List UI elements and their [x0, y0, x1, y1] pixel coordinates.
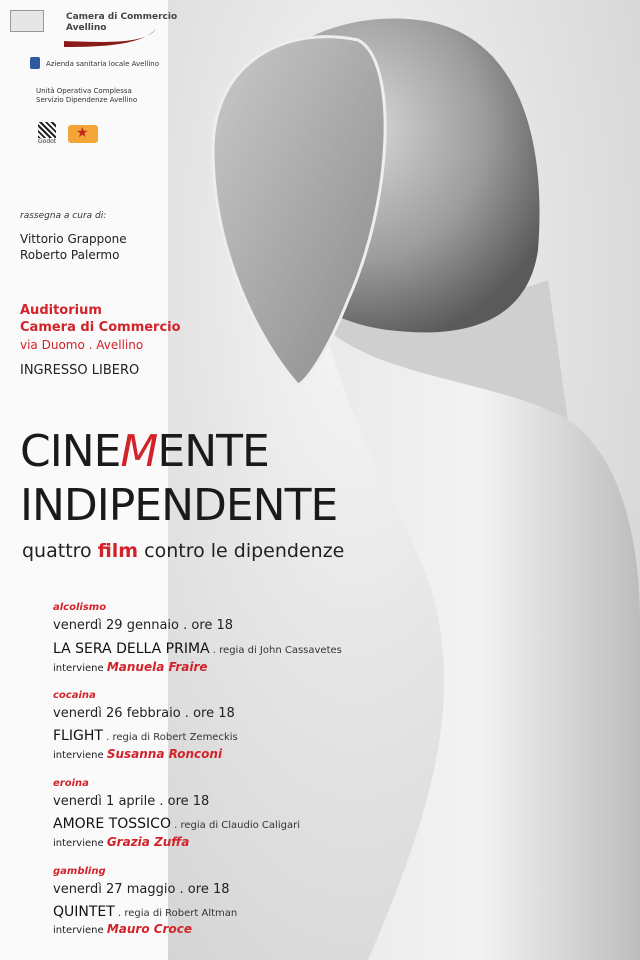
- event-category: gambling: [53, 866, 106, 877]
- guest-label: interviene: [53, 663, 107, 674]
- curator-name: Vittorio Grappone: [20, 232, 127, 246]
- guest-name: Grazia Zuffa: [106, 835, 190, 849]
- film-title: AMORE TOSSICO: [53, 816, 171, 832]
- asl-label: Azienda sanitaria locale Avellino: [46, 60, 160, 68]
- event-film: [53, 816, 300, 832]
- event-film: [53, 641, 342, 657]
- event-category: eroina: [53, 778, 89, 789]
- event-guest: [53, 922, 192, 936]
- event-date: venerdì 26 febbraio . ore 18: [53, 706, 235, 721]
- title-part1: CINE: [20, 426, 121, 477]
- venue-building: Camera di Commercio: [20, 320, 181, 335]
- chamber-name: Camera di Commercio: [66, 12, 178, 22]
- guest-name: Susanna Ronconi: [106, 747, 223, 761]
- film-director: . regia di Claudio Caligari: [170, 820, 300, 831]
- godot-logo-icon: [38, 122, 56, 138]
- subtitle-highlight: film: [97, 540, 139, 562]
- guest-label: interviene: [53, 750, 107, 761]
- guest-name: Manuela Fraire: [106, 660, 208, 674]
- film-director: . regia di Robert Altman: [114, 908, 238, 919]
- entry-info: INGRESSO LIBERO: [20, 363, 140, 378]
- film-director: . regia di John Cassavetes: [209, 645, 342, 656]
- film-title: FLIGHT: [53, 728, 103, 744]
- event-guest: [53, 747, 222, 761]
- curators-intro: rassegna a cura di:: [20, 211, 107, 221]
- event-film: [53, 904, 237, 920]
- event-guest: [53, 660, 208, 674]
- event-category: alcolismo: [53, 602, 107, 613]
- guest-label: interviene: [53, 925, 107, 936]
- title-line2: INDIPENDENTE: [20, 480, 338, 531]
- venue-address: via Duomo . Avellino: [20, 338, 144, 352]
- subtitle-before: quattro: [22, 540, 98, 562]
- title-part2: ENTE: [157, 426, 269, 477]
- film-title: LA SERA DELLA PRIMA: [53, 641, 210, 657]
- guest-label: interviene: [53, 838, 107, 849]
- venue-name: Auditorium: [20, 303, 102, 318]
- asl-crest-icon: [30, 57, 40, 69]
- chamber-swoosh-icon: [62, 27, 158, 49]
- film-title: QUINTET: [53, 904, 115, 920]
- film-director: . regia di Robert Zemeckis: [102, 732, 238, 743]
- unit-line2: Servizio Dipendenze Avellino: [36, 96, 138, 104]
- curator-name: Roberto Palermo: [20, 248, 120, 262]
- godot-label: Godot: [38, 138, 57, 145]
- event-date: venerdì 27 maggio . ore 18: [53, 882, 230, 897]
- guest-name: Mauro Croce: [106, 922, 192, 936]
- event-guest: [53, 835, 189, 849]
- star-logo-icon: ★: [68, 125, 98, 143]
- title-highlight: M: [120, 426, 158, 477]
- event-category: cocaina: [53, 690, 96, 701]
- event-date: venerdì 1 aprile . ore 18: [53, 794, 210, 809]
- subtitle: [22, 540, 344, 562]
- event-date: venerdì 29 gennaio . ore 18: [53, 618, 234, 633]
- unit-line1: Unità Operativa Complessa: [36, 87, 132, 95]
- subtitle-after: contro le dipendenze: [138, 540, 345, 562]
- title-line1: [20, 426, 269, 477]
- event-film: [53, 728, 238, 744]
- building-logo-icon: [10, 10, 44, 32]
- chamber-city: Avellino: [66, 23, 107, 33]
